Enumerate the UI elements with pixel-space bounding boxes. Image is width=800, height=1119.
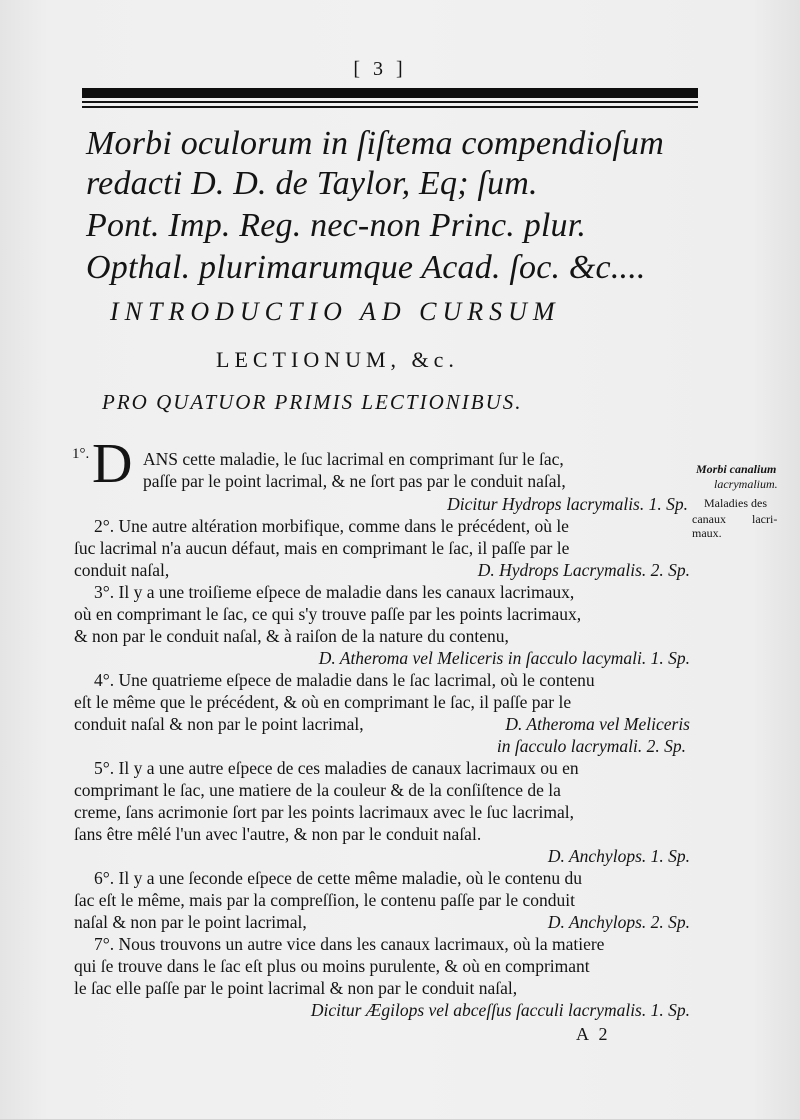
p3-line-1: 3°. Il y a une troiſieme eſpece de maladie dans les canaux lacrimaux, — [94, 582, 575, 602]
p4-line-1: 4°. Une quatrieme eſpece de maladie dans le ſac lacrimal, où le contenu — [94, 670, 595, 690]
p1-line-2: paſſe par le point lacrimal, & ne ſort pas par le conduit naſal, — [143, 471, 566, 491]
margin-note-french-3: maux. — [692, 526, 722, 540]
margin-note-french-1: Maladies des — [704, 496, 767, 510]
p6-line-3-text: naſal & non par le point lacrimal, — [74, 912, 307, 932]
p7-line-1: 7°. Nous trouvons un autre vice dans les canaux lacrimaux, où la matiere — [94, 934, 605, 954]
p6-citation: D. Anchylops. 2. Sp. — [547, 912, 690, 932]
margin-note-latin-1: Morbi canalium — [696, 462, 777, 476]
p1-citation: Dicitur Hydrops lacrymalis. 1. Sp. — [447, 494, 688, 514]
header-rule-thick — [82, 88, 698, 98]
p5-line-4: ſans être mêlé l'un avec l'autre, & non par le conduit naſal. — [74, 824, 482, 844]
p7-citation: Dicitur Ægilops vel abceſſus ſacculi lacrymalis. 1. Sp. — [310, 1000, 690, 1020]
title-line-3: Pont. Imp. Reg. nec-non Princ. plur. — [86, 207, 587, 244]
p3-line-2: où en comprimant le ſac, ce qui s'y trouve paſſe par les points lacrimaux, — [74, 604, 582, 624]
p2-line-2: ſuc lacrimal n'a aucun défaut, mais en comprimant le ſac, il paſſe par le — [74, 538, 570, 558]
header-rule-thin — [82, 101, 698, 103]
header-rule-thin — [82, 106, 698, 108]
page-number: [ 3 ] — [353, 58, 407, 80]
margin-note-latin-2: lacrymalium. — [714, 477, 778, 491]
p7-line-2: qui ſe trouve dans le ſac eſt plus ou moins purulente, & où en comprimant — [74, 956, 590, 976]
p3-line-3: & non par le conduit naſal, & à raiſon de la nature du contenu, — [74, 626, 509, 646]
p2-line-3 — [74, 559, 690, 581]
p5-citation: D. Anchylops. 1. Sp. — [547, 846, 690, 866]
p2-citation: D. Hydrops Lacrymalis. 2. Sp. — [477, 560, 690, 580]
p7-line-3: le ſac elle paſſe par le point lacrimal & non par le conduit naſal, — [74, 978, 518, 998]
heading-introductio: INTRODUCTIO AD CURSUM — [110, 297, 561, 326]
drop-cap: D — [92, 433, 133, 495]
paragraph-number: 1°. — [72, 446, 90, 462]
margin-note-french-2b: lacri- — [752, 512, 778, 526]
p4-line-3-text: conduit naſal & non par le point lacrimal, — [74, 714, 364, 734]
p3-citation: D. Atheroma vel Meliceris in ſacculo lacymali. 1. Sp. — [318, 648, 690, 668]
heading-lectionum: LECTIONUM, &c. — [216, 347, 459, 372]
p6-line-2: ſac eſt le même, mais par la compreſſion, le contenu paſſe par le conduit — [74, 890, 575, 910]
p4-line-3 — [74, 713, 690, 735]
title-line-2: redacti D. D. de Taylor, Eq; ſum. — [86, 165, 538, 202]
p4-citation: D. Atheroma vel Meliceris — [505, 714, 690, 734]
p5-line-1: 5°. Il y a une autre eſpece de ces maladies de canaux lacrimaux ou en — [94, 758, 579, 778]
p2-line-1: 2°. Une autre altération morbifique, comme dans le précédent, où le — [94, 516, 569, 536]
p5-line-2: comprimant le ſac, une matiere de la couleur & de la conſiſtence de la — [74, 780, 561, 800]
p2-line-3-text: conduit naſal, — [74, 560, 170, 580]
p4-line-2: eſt le même que le précédent, & où en comprimant le ſac, il paſſe par le — [74, 692, 572, 712]
p5-line-3: creme, ſans acrimonie ſort par les points lacrimaux avec le ſuc lacrimal, — [74, 802, 574, 822]
p6-line-1: 6°. Il y a une ſeconde eſpece de cette même maladie, où le contenu du — [94, 868, 583, 888]
margin-note-french-2a: canaux — [692, 512, 726, 526]
title-line-4: Opthal. plurimarumque Acad. ſoc. &c.... — [86, 249, 646, 286]
heading-pro-quatuor: PRO QUATUOR PRIMIS LECTIONIBUS. — [102, 390, 523, 414]
signature-mark: A 2 — [576, 1024, 611, 1044]
title-line-1: Morbi oculorum in ſiſtema compendioſum — [86, 125, 664, 162]
p1-line-1: ANS cette maladie, le ſuc lacrimal en comprimant ſur le ſac, — [143, 449, 564, 469]
p6-line-3 — [74, 911, 690, 933]
p4-citation-2: in ſacculo lacrymali. 2. Sp. — [496, 736, 686, 756]
